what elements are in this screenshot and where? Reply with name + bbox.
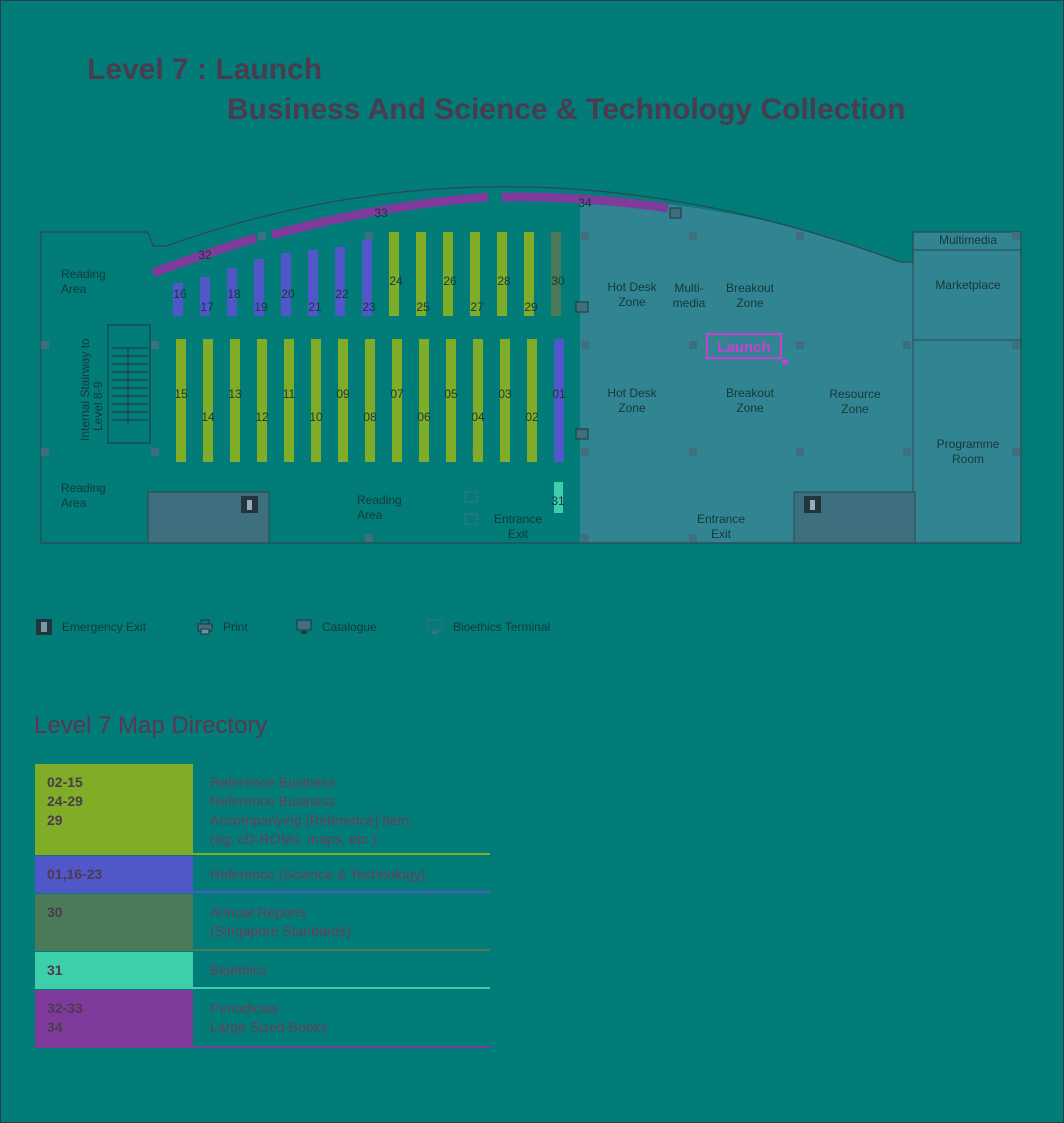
legend-label: Emergency Exit [62, 620, 147, 634]
shelf-label-18: 18 [227, 287, 241, 301]
directory-row-periodicals [35, 990, 490, 1048]
shelf-label-25: 25 [416, 300, 430, 314]
legend-bioethics-terminal [427, 618, 550, 636]
directory-description: Reference Business Reference Business Accompanying [Reference] Item (eg. cD-ROMs, maps, etc.) [210, 774, 410, 847]
shelf-08 [365, 339, 375, 462]
shelf-22 [335, 247, 345, 316]
shelf-04 [473, 339, 483, 462]
directory-row-annual [35, 894, 490, 951]
bioethics-terminal-icon [465, 492, 477, 524]
zone-label-entrance: Entrance Exit [696, 512, 746, 541]
shelf-label-08: 08 [363, 410, 377, 424]
shelf-label-24: 24 [389, 274, 403, 288]
shelf-label-34: 34 [578, 196, 592, 210]
zone-label-reading-area: Reading Area [61, 481, 106, 510]
shelf-10 [311, 339, 321, 462]
directory-description: Annual Reports (Singapore Standards) [210, 904, 351, 939]
shelves-layer [173, 232, 566, 462]
shelf-label-14: 14 [201, 410, 215, 424]
bioethics-terminal-icon [427, 619, 443, 635]
catalogue-icon [296, 619, 312, 635]
directory-divider [193, 853, 490, 855]
shelf-02 [527, 339, 537, 462]
directory-codes: 02-15 24-29 29 [47, 774, 83, 828]
legend-print [197, 618, 248, 636]
shelf-label-29: 29 [524, 300, 538, 314]
directory-codes: 30 [47, 904, 63, 920]
zone-label-stairway: Internal Stairway toLevel 8-9 [78, 338, 105, 441]
shelf-label-01: 01 [552, 387, 566, 401]
emergency-exit-icon [36, 619, 52, 635]
directory-row-business [35, 764, 490, 855]
zone-label-entrance: Entrance Exit [493, 512, 543, 541]
directory-row-bioethics [35, 952, 490, 989]
shelf-label-09: 09 [336, 387, 350, 401]
directory-divider [193, 891, 490, 893]
shelf-12 [257, 339, 267, 462]
page-title-collection: Business And Science & Technology Collection [227, 93, 906, 126]
legend-emergency-exit [36, 618, 146, 636]
shelf-label-07: 07 [390, 387, 404, 401]
directory-row-science [35, 856, 490, 893]
shelf-label-21: 21 [308, 300, 322, 314]
launch-area [580, 196, 1021, 543]
shelf-label-15: 15 [174, 387, 188, 401]
shelf-20 [281, 253, 291, 316]
zone-label-programme-room: Programme Room [936, 437, 1000, 466]
directory-title: Level 7 Map Directory [34, 712, 268, 739]
directory-codes: 32-33 34 [47, 1000, 83, 1035]
shelf-label-23: 23 [362, 300, 376, 314]
zone-label-breakout: Breakout Zone [725, 386, 775, 415]
zone-label-reading-area: Reading Area [357, 493, 402, 522]
directory-description: Periodicals Large Sized Books [210, 1000, 328, 1035]
shelf-label-02: 02 [525, 410, 539, 424]
directory-divider [193, 1046, 490, 1048]
zone-label-resource: Resource Zone [829, 387, 881, 416]
directory-description: Bioethics [210, 962, 267, 978]
shelf-14 [203, 339, 213, 462]
shelf-label-17: 17 [200, 300, 214, 314]
directory-description: Reference (Science & Technology) [210, 866, 426, 882]
directory-codes: 01,16-23 [47, 866, 103, 882]
shelf-label-05: 05 [444, 387, 458, 401]
launch-sign-text: Launch [717, 339, 771, 356]
shelf-label-30: 30 [551, 274, 565, 288]
zone-label-breakout: Breakout Zone [725, 281, 775, 310]
shelf-label-22: 22 [335, 287, 349, 301]
directory-divider [193, 987, 490, 989]
shelf-label-26: 26 [443, 274, 457, 288]
shelf-label-31: 31 [551, 494, 565, 508]
page-title-level: Level 7 : Launch [87, 53, 323, 86]
shelf-label-06: 06 [417, 410, 431, 424]
zone-label-hot-desk: Hot Desk Zone [607, 280, 657, 309]
shelf-label-12: 12 [255, 410, 269, 424]
zone-label-reading-area: Reading Area [61, 267, 106, 296]
shelf-label-03: 03 [498, 387, 512, 401]
legend-catalogue [296, 618, 377, 636]
launch-sign-dot [782, 359, 788, 365]
legend-label: Print [223, 620, 248, 634]
zone-label-multimedia: Multimedia [938, 233, 998, 247]
stairway-icon [108, 325, 150, 443]
zone-label-multimedia: Multi-media [672, 281, 706, 310]
shelf-label-20: 20 [281, 287, 295, 301]
shelf-label-10: 10 [309, 410, 323, 424]
shelf-label-19: 19 [254, 300, 268, 314]
floor-map [0, 180, 1064, 560]
shelf-label-33: 33 [374, 206, 388, 220]
print-icon [670, 208, 681, 218]
legend-label: Catalogue [322, 620, 377, 634]
shelf-label-16: 16 [173, 287, 187, 301]
shelf-label-27: 27 [470, 300, 484, 314]
shelf-label-28: 28 [497, 274, 511, 288]
shelf-label-04: 04 [471, 410, 485, 424]
shelf-label-32: 32 [198, 248, 212, 262]
shelf-label-13: 13 [228, 387, 242, 401]
directory-divider [193, 949, 490, 951]
shelf-label-11: 11 [282, 387, 296, 401]
print-icon [197, 619, 213, 635]
zone-label-hot-desk: Hot Desk Zone [607, 386, 657, 415]
shelf-06 [419, 339, 429, 462]
directory-codes: 31 [47, 962, 63, 978]
zone-label-marketplace: Marketplace [935, 278, 1001, 292]
legend-label: Bioethics Terminal [453, 620, 551, 634]
